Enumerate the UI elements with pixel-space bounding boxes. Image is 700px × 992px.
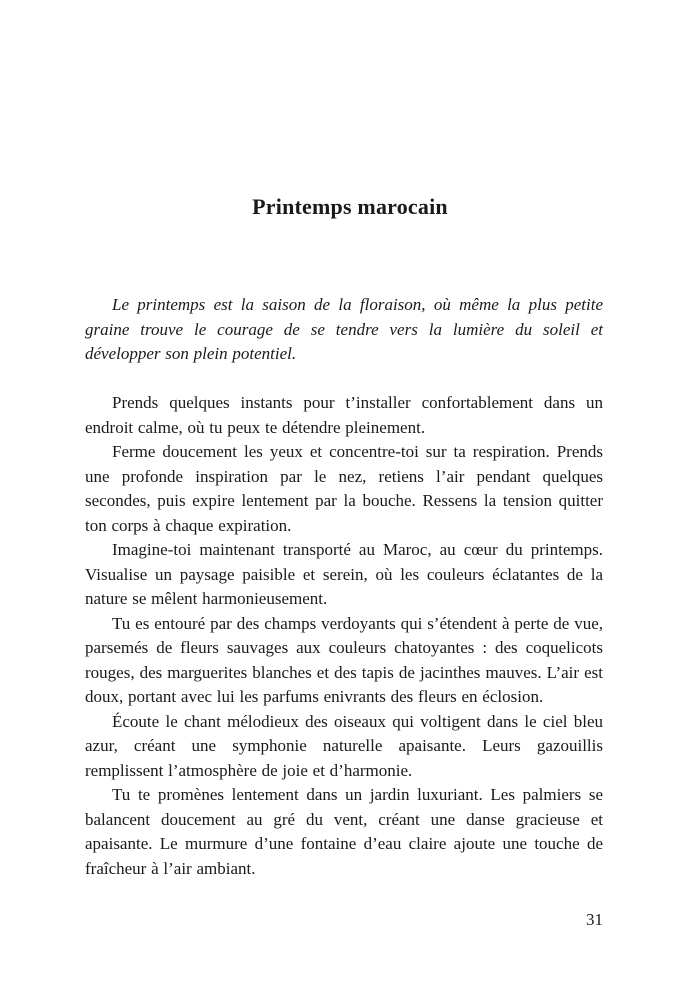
body-paragraph: Écoute le chant mélodieux des oiseaux qui voltigent dans le ciel bleu azur, créant une symphonie naturelle apaisante. Leurs gazouillis remplissent l’atmosphère de joie et d’harmonie.	[85, 711, 603, 780]
body-paragraph: Prends quelques instants pour t’installer confortablement dans un endroit calme, où tu peux te détendre pleinement.	[85, 393, 603, 437]
intro-paragraph: Le printemps est la saison de la floraison, où même la plus petite graine trouve le courage de se tendre vers la lumière du soleil et développer son plein potentiel.	[85, 295, 603, 363]
page-title: Printemps marocain	[252, 194, 448, 219]
body-paragraph: Tu te promènes lentement dans un jardin luxuriant. Les palmiers se balancent doucement au gré du vent, créant une danse gracieuse et apaisante. Le murmure d’une fontaine d’eau claire ajoute une touche de fraîcheur à l’air ambiant.	[85, 785, 603, 878]
page-number: 31	[586, 910, 603, 929]
text-column	[85, 293, 603, 881]
body-paragraph: Ferme doucement les yeux et concentre-toi sur ta respiration. Prends une profonde inspiration par le nez, retiens l’air pendant quelques secondes, puis expire lentement par la bouche. Ressens la tension quitter ton corps à chaque expiration.	[85, 442, 603, 535]
body-paragraph: Imagine-toi maintenant transporté au Maroc, au cœur du printemps. Visualise un paysage paisible et serein, où les couleurs éclatantes de la nature se mêlent harmonieusement.	[85, 540, 603, 608]
body-paragraph: Tu es entouré par des champs verdoyants qui s’étendent à perte de vue, parsemés de fleurs sauvages aux couleurs chatoyantes : des coquelicots rouges, des marguerites blanches et des tapis de jacinthes mauves. L’air est doux, portant avec lui les parfums enivrants des fleurs en éclosion.	[85, 613, 603, 706]
